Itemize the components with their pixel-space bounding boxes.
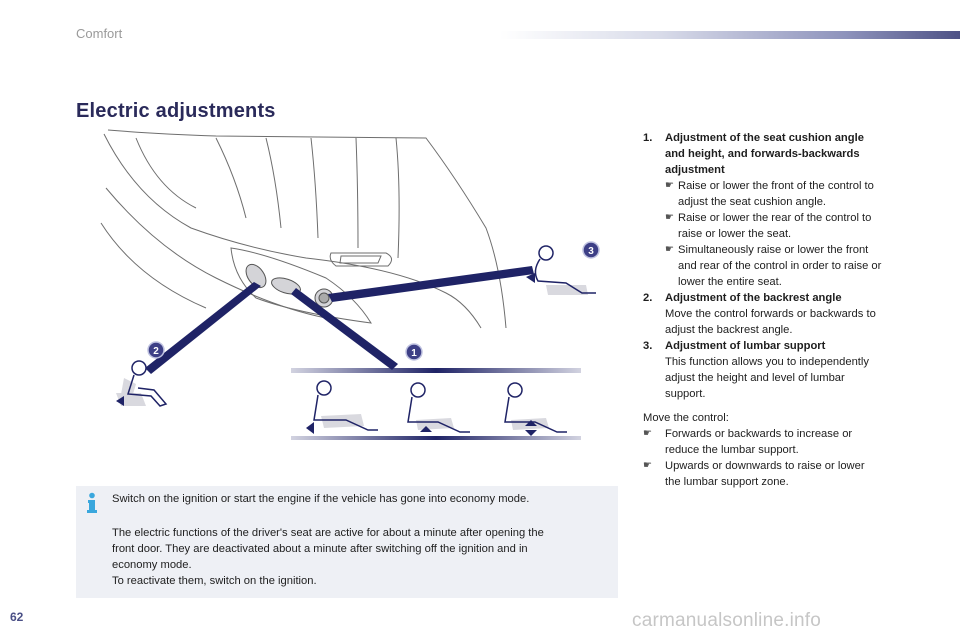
figure-height (408, 383, 470, 432)
item-title: Adjustment of the seat cushion angle and height, and forwards-backwards adjustment (665, 132, 864, 176)
info-paragraph: Switch on the ignition or start the engine if the vehicle has gone into economy mode. (112, 493, 530, 505)
info-paragraph: The electric functions of the driver's seat are active for about a minute after opening the front door. They are deactivated about a minute after switching off the ignition and in economy mode. To reactivate them, switch on the ignition. (112, 527, 544, 587)
bullet: ☛ Raise or lower the rear of the control to raise or lower the seat. (665, 212, 872, 240)
info-icon (85, 492, 99, 514)
move-intro: Move the control: (643, 412, 729, 424)
bullet: ☛ Raise or lower the front of the control to adjust the seat cushion angle. (665, 180, 874, 208)
page-number: 62 (10, 610, 24, 624)
baseline-bar (291, 368, 581, 373)
arrow-right-icon: ☛ (665, 244, 674, 255)
move-control-block (643, 410, 923, 490)
badge-1 (406, 344, 422, 360)
section-label: Comfort (76, 26, 123, 41)
figure-angle (306, 381, 378, 434)
item-title: Adjustment of lumbar support (665, 340, 826, 352)
info-box (76, 486, 618, 598)
arrow-right-icon: ☛ (643, 460, 652, 471)
badge-3 (583, 242, 599, 258)
baseline-bar-bottom (291, 436, 581, 440)
watermark: carmanualsonline.info (632, 610, 822, 631)
arrow-right-icon: ☛ (665, 180, 674, 191)
item-3: 3. Adjustment of lumbar support This function allows you to independently adjust the height and level of lumbar support. (643, 338, 923, 402)
figure-whole (505, 383, 567, 436)
bullet: ☛ Simultaneously raise or lower the front and rear of the control in order to raise or lower the entire seat. (665, 244, 882, 288)
item-2: 2. Adjustment of the backrest angle Move the control forwards or backwards to adjust the backrest angle. (643, 290, 923, 338)
item-1 (643, 130, 923, 290)
seat-adjustment-illustration (96, 128, 616, 448)
instructions (643, 130, 923, 490)
bullet: ☛ Forwards or backwards to increase or reduce the lumbar support. (643, 428, 853, 456)
header-decoration-bar (500, 31, 960, 39)
item-title: Adjustment of the backrest angle (665, 292, 842, 304)
page-title: Electric adjustments (76, 100, 276, 122)
badge-3-label: 3 (588, 246, 594, 257)
item-number: 1. (643, 132, 653, 144)
bullet: ☛ Upwards or downwards to raise or lower the lumbar support zone. (643, 460, 865, 488)
badge-1-label: 1 (411, 348, 417, 359)
arrow-right-icon: ☛ (643, 428, 652, 439)
badge-2 (148, 342, 164, 358)
badge-2-label: 2 (153, 346, 159, 357)
item-number: 2. (643, 292, 653, 304)
item-number: 3. (643, 340, 653, 352)
arrow-right-icon: ☛ (665, 212, 674, 223)
